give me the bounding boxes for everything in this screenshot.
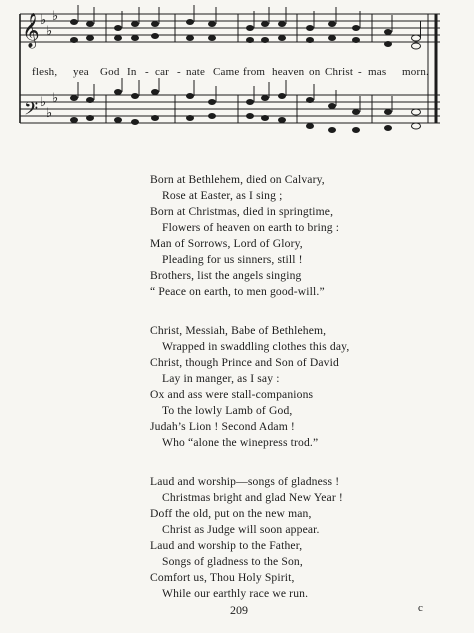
- stanza-line: Ox and ass were stall-companions: [150, 388, 314, 401]
- treble-notes: [70, 19, 421, 49]
- lyric-syllable: God: [100, 66, 120, 78]
- lyric-syllable: from: [243, 66, 266, 78]
- stanza-line: Christmas bright and glad New Year !: [162, 491, 343, 504]
- svg-text:♭: ♭: [40, 95, 47, 110]
- stanza-line: While our earthly race we run.: [162, 587, 309, 600]
- stanza-line: Pleading for us sinners, still !: [162, 253, 303, 266]
- stanza-line: Rose at Easter, as I sing ;: [162, 189, 283, 202]
- stanza-line: Christ, though Prince and Son of David: [150, 356, 339, 369]
- lyric-syllable: heaven: [272, 66, 305, 78]
- stanza-line: Comfort us, Thou Holy Spirit,: [150, 571, 295, 584]
- stanza-line: Laud and worship to the Father,: [150, 539, 303, 552]
- svg-text:♭: ♭: [40, 13, 47, 28]
- key-signature: [40, 9, 58, 121]
- page-number: 209: [230, 603, 248, 617]
- lyric-syllable: yea: [73, 66, 89, 78]
- stanza-line: Songs of gladness to the Son,: [162, 555, 303, 568]
- lyric-syllable: mas: [368, 66, 387, 78]
- stanza-line: Christ as Judge will soon appear.: [162, 523, 320, 536]
- bass-clef-icon: 𝄢: [24, 99, 39, 124]
- svg-text:♭: ♭: [46, 24, 53, 39]
- stanza-line: Brothers, list the angels singing: [150, 269, 302, 282]
- stanza-line: “ Peace on earth, to men good-will.”: [150, 285, 325, 298]
- lyric-syllable: In: [127, 66, 137, 78]
- bass-notes: [70, 89, 421, 133]
- stanza-line: Man of Sorrows, Lord of Glory,: [150, 237, 303, 250]
- lyric-syllable: flesh,: [32, 66, 58, 78]
- lyric-syllable: morn.: [402, 66, 429, 78]
- stanza-line: Wrapped in swaddling clothes this day,: [162, 340, 350, 353]
- lyric-syllable: -: [358, 66, 362, 78]
- stanza-line: To the lowly Lamb of God,: [162, 404, 293, 417]
- lyric-row: [0, 66, 474, 82]
- treble-clef-icon: 𝄞: [22, 13, 40, 48]
- stanza-line: Judah’s Lion ! Second Adam !: [150, 420, 295, 433]
- bass-staff: [20, 95, 440, 123]
- lyric-syllable: -: [145, 66, 149, 78]
- corner-mark: c: [418, 602, 423, 614]
- stanza-line: Flowers of heaven on earth to bring :: [162, 221, 340, 234]
- stanza-line: Born at Christmas, died in springtime,: [150, 205, 334, 218]
- lyric-syllable: -: [177, 66, 181, 78]
- svg-text:♭: ♭: [46, 106, 53, 121]
- svg-text:♭: ♭: [52, 91, 59, 106]
- stanza-line: Doff the old, put on the new man,: [150, 507, 312, 520]
- lyric-syllable: Came: [213, 66, 240, 78]
- treble-staff: [20, 14, 440, 42]
- lyric-syllable: Christ: [325, 66, 354, 78]
- svg-text:♭: ♭: [52, 9, 59, 24]
- stanza-line: Laud and worship—songs of gladness !: [150, 475, 340, 488]
- stanza-line: Lay in manger, as I say :: [162, 372, 280, 385]
- lyric-syllable: nate: [186, 66, 206, 78]
- stanza-line: Born at Bethlehem, died on Calvary,: [150, 173, 325, 186]
- stanza-line: Who “alone the winepress trod.”: [162, 436, 319, 449]
- lyric-syllable: car: [155, 66, 170, 78]
- stanza-line: Christ, Messiah, Babe of Bethlehem,: [150, 324, 327, 337]
- lyric-syllable: on: [309, 66, 321, 78]
- treble-stems: [78, 5, 421, 38]
